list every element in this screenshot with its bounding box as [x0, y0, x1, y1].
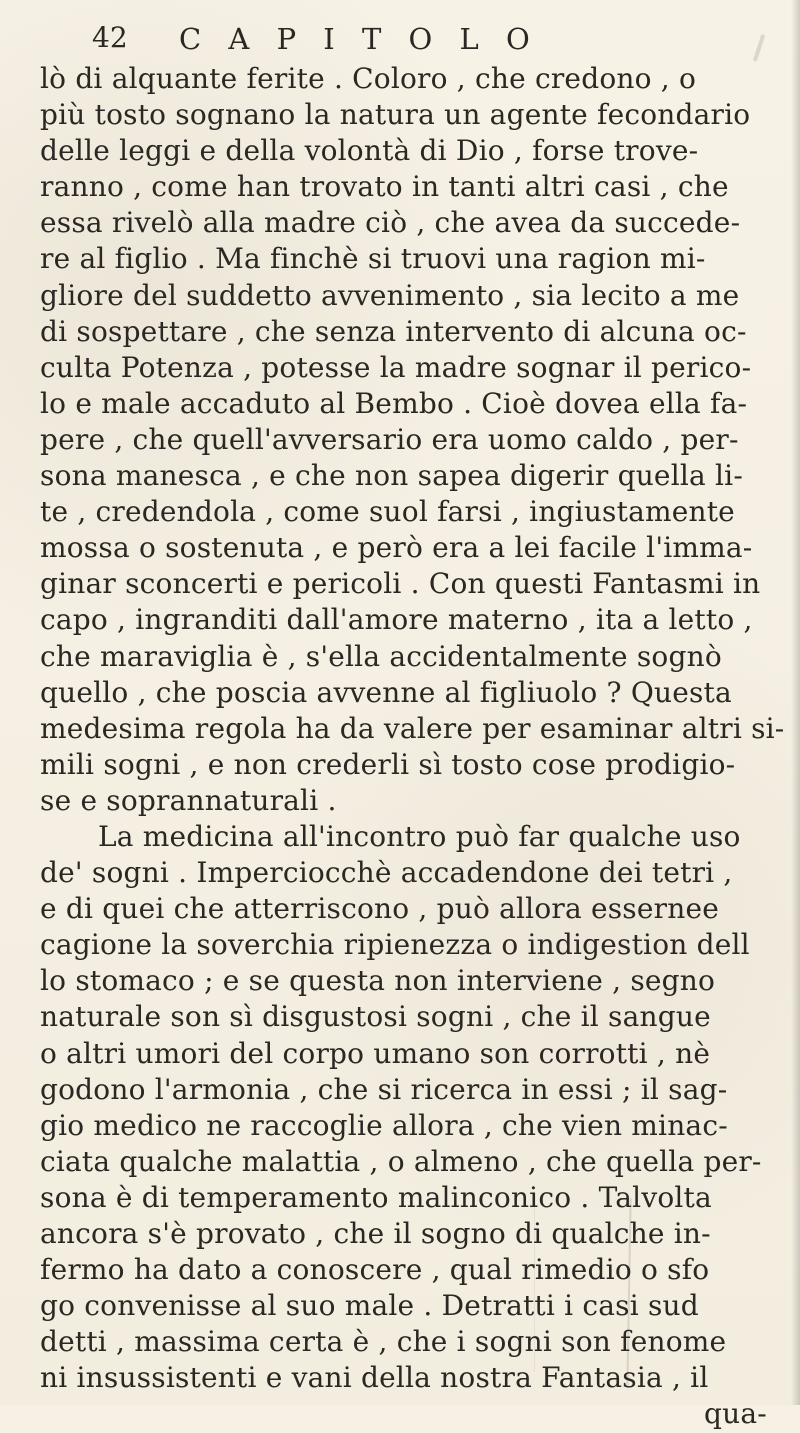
text-line: delle leggi e della volontà di Dio , forse trove-: [40, 134, 699, 168]
text-line: gio medico ne raccoglie allora , che vien minac-: [40, 1108, 728, 1142]
text-line: culta Potenza , potesse la madre sognar il perico-: [40, 350, 752, 384]
text-line: se e soprannaturali .: [40, 783, 337, 817]
text-line: naturale son sì disgustosi sogni , che il sangue: [40, 1000, 711, 1034]
chapter-title: C A P I T O L O: [179, 22, 539, 56]
text-line: pere , che quell'avversario era uomo caldo , per-: [40, 422, 739, 456]
text-line: cagione la soverchia ripienezza o indigestion dell: [40, 928, 750, 962]
text-line: mossa o sostenuta , e però era a lei facile l'imma-: [40, 531, 753, 565]
text-line: go convenisse al suo male . Detratti i casi sud: [40, 1289, 699, 1323]
text-line: ginar sconcerti e pericoli . Con questi Fantasmi in: [40, 567, 761, 601]
text-line: capo , ingranditi dall'amore materno , ita a letto ,: [40, 603, 753, 637]
text-line: o altri umori del corpo umano son corrotti , nè: [40, 1036, 711, 1070]
text-line: fermo ha dato a conoscere , qual rimedio o sfo: [40, 1253, 710, 1287]
text-line: ranno , come han trovato in tanti altri casi , che: [40, 170, 729, 204]
text-line: ancora s'è provato , che il sogno di qualche in-: [40, 1217, 711, 1250]
page-edge-shadow: [791, 0, 800, 1405]
text-line: sona manesca , e che non sapea digerir quella li-: [40, 459, 743, 493]
text-line: essa rivelò alla madre ciò , che avea da succede-: [40, 206, 741, 240]
text-line: lo e male accaduto al Bembo . Cioè dovea ella fa-: [40, 386, 748, 420]
text-line: che maraviglia è , s'ella accidentalmente sognò: [40, 639, 722, 673]
page-number: 42: [92, 21, 128, 54]
text-line: quello , che poscia avvenne al figliuolo ? Questa: [40, 675, 732, 709]
text-line: ciata qualche malattia , o almeno , che quella per-: [40, 1144, 762, 1178]
text-line: godono l'armonia , che si ricerca in essi ; il sag-: [40, 1072, 728, 1106]
text-line: lo stomaco ; e se questa non interviene , segno: [40, 964, 716, 998]
text-line: te , credendola , come suol farsi , ingiustamente: [40, 495, 735, 529]
text-line: re al figlio . Ma finchè si truovi una ragion mi-: [40, 242, 706, 276]
text-line: gliore del suddetto avvenimento , sia lecito a me: [40, 278, 740, 312]
text-line: mili sogni , e non crederli sì tosto cose prodigio-: [40, 747, 736, 781]
page-header: [92, 21, 712, 64]
body-text: [40, 61, 790, 1433]
text-line: de' sogni . Imperciocchè accadendone dei tetri ,: [40, 856, 733, 890]
text-line: ni insussistenti e vani della nostra Fantasia , il: [40, 1361, 709, 1395]
text-line: detti , massima certa è , che i sogni son fenome: [40, 1325, 727, 1359]
text-line: più tosto sognano la natura un agente fecondario: [40, 98, 751, 132]
ink-mark: [753, 34, 765, 62]
text-line: di sospettare , che senza intervento di alcuna oc-: [40, 314, 747, 348]
paragraph-start-line: La medicina all'incontro può far qualche uso: [98, 819, 741, 853]
text-line: medesima regola ha da valere per esaminar altri si-: [40, 711, 785, 745]
text-line: lò di alquante ferite . Coloro , che credono , o: [40, 62, 697, 95]
text-line: sona è di temperamento malinconico . Talvolta: [40, 1180, 712, 1214]
text-line: e di quei che atterriscono , può allora essernee: [40, 892, 720, 926]
catchword: qua-: [704, 1397, 767, 1431]
